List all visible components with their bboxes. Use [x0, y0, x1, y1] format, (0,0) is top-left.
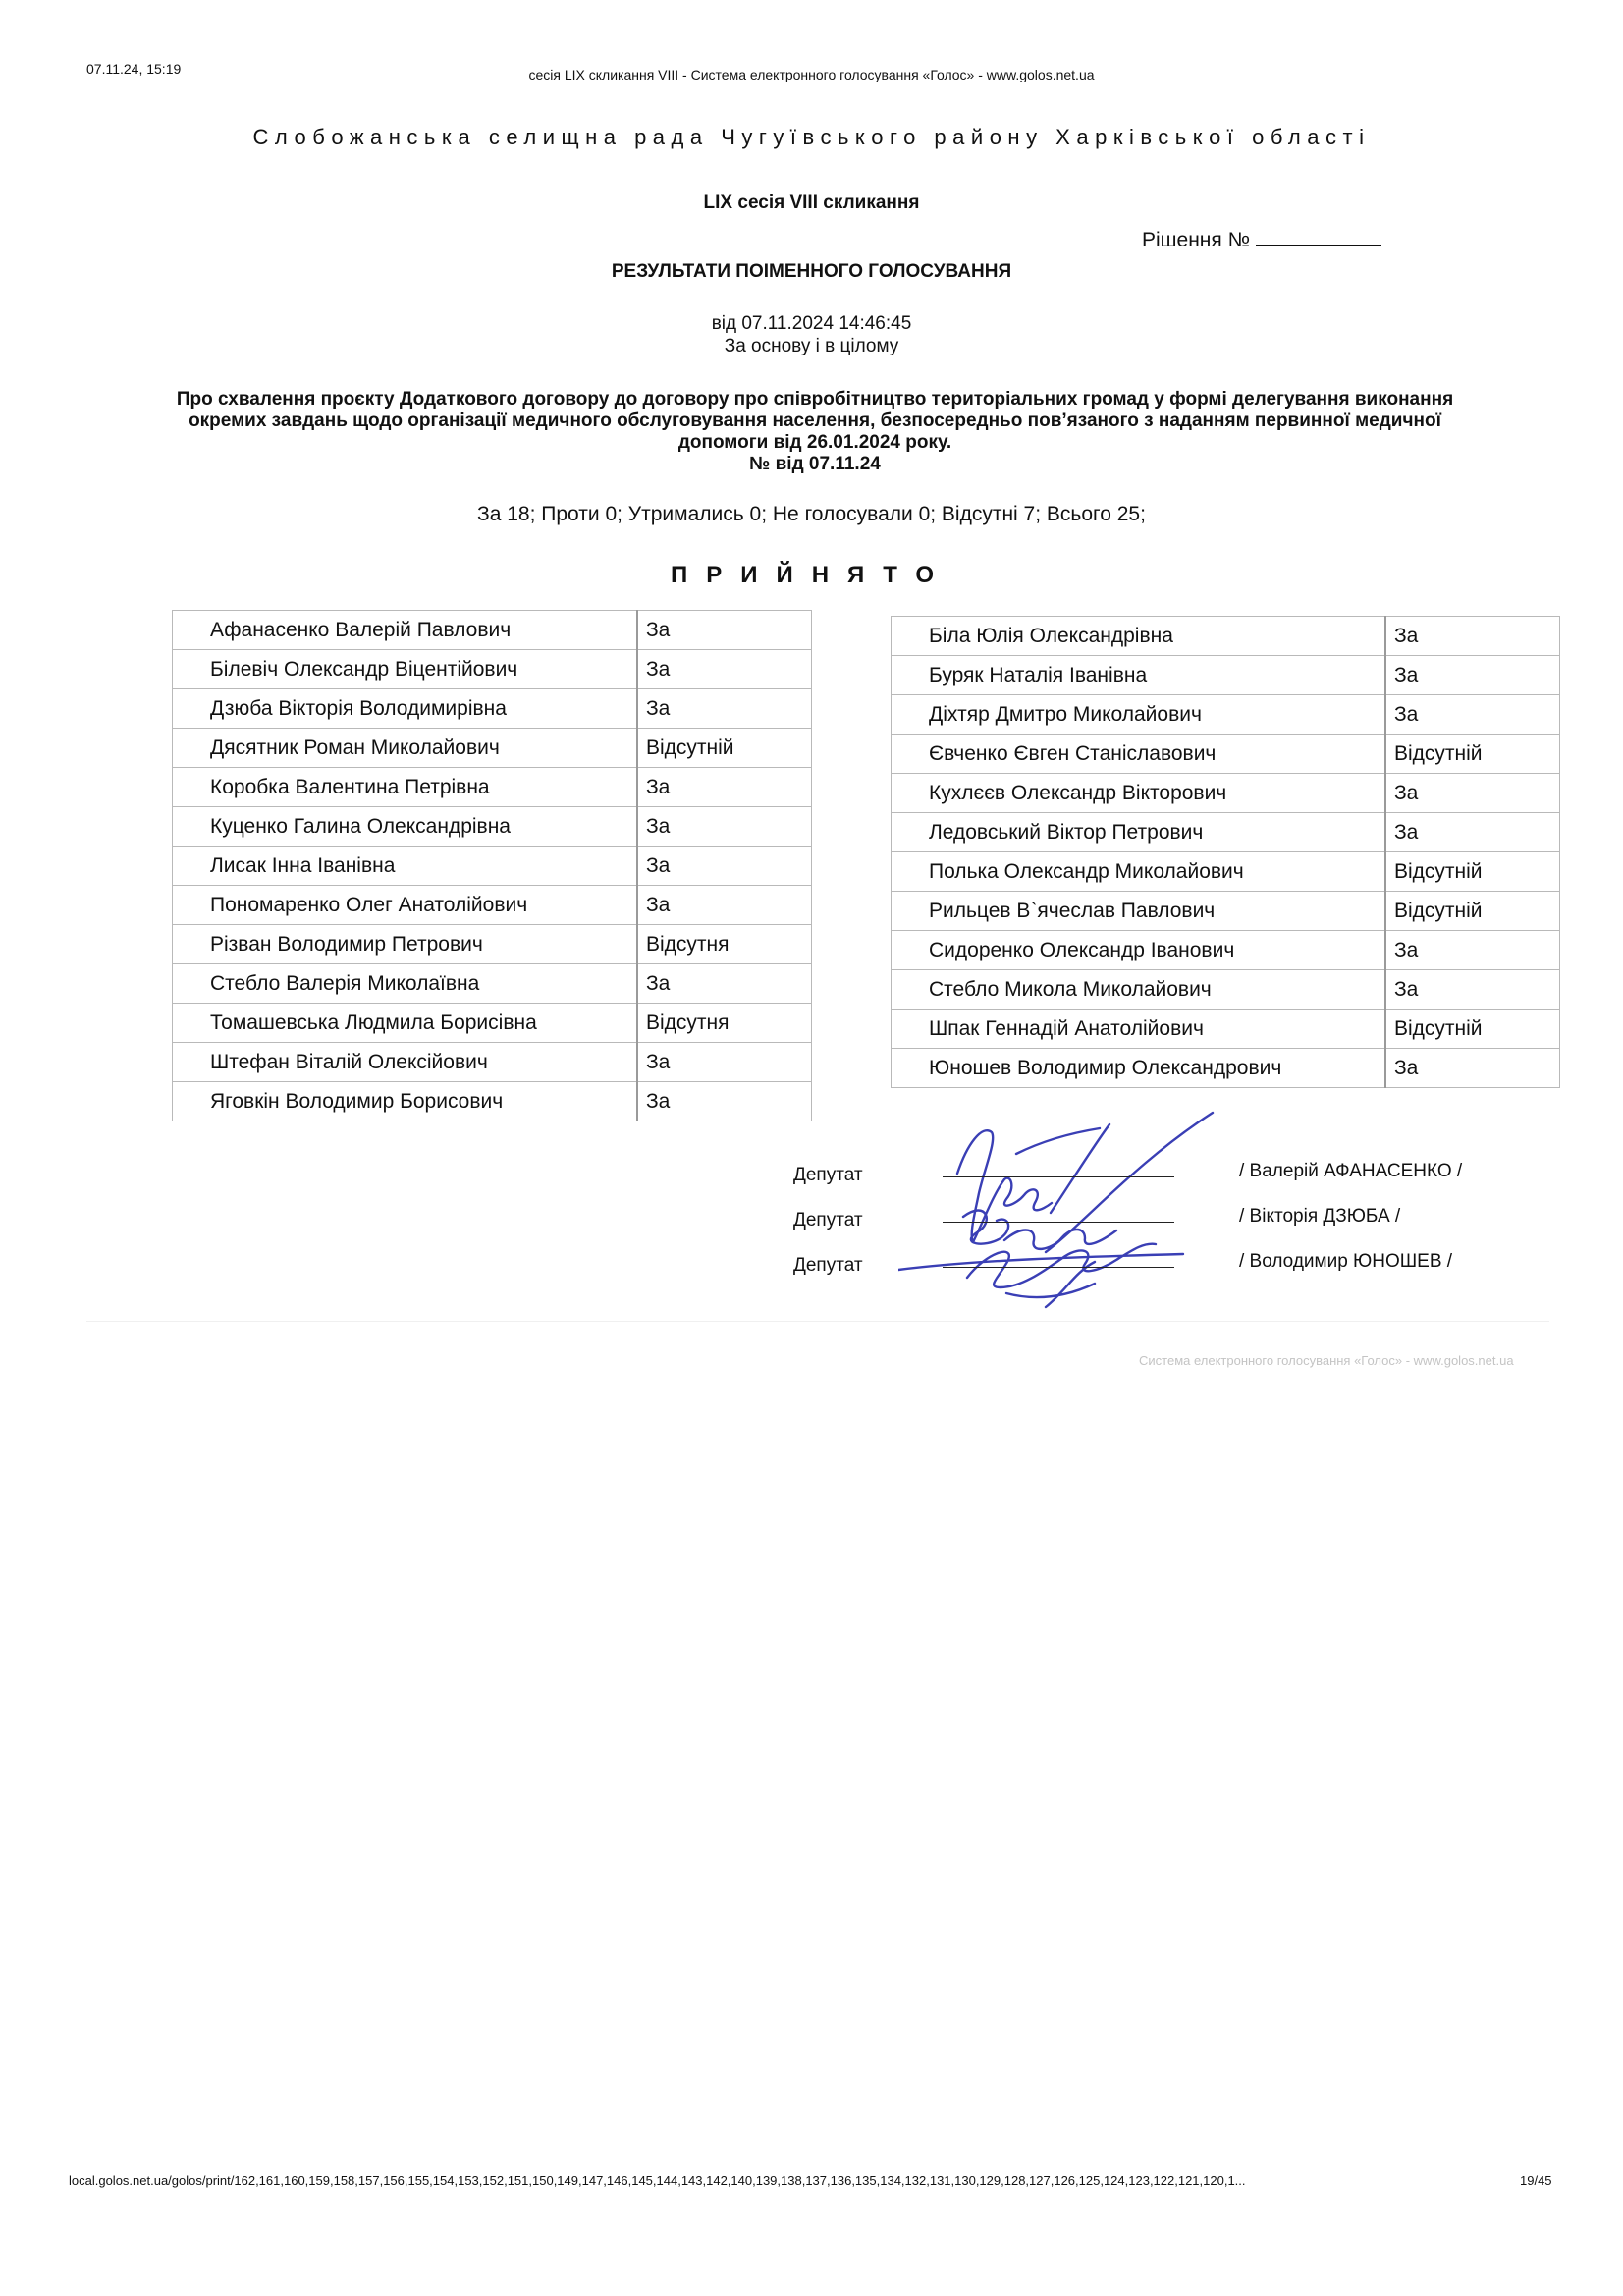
vote-row	[892, 774, 1560, 813]
council-name: Слобожанська селищна рада Чугуївського району Харківської області	[252, 125, 1371, 149]
deputy-name: Біла Юлія Олександрівна	[892, 617, 1386, 656]
deputy-vote: За	[1385, 656, 1560, 695]
decision-number-blank	[1256, 225, 1381, 246]
results-title: РЕЗУЛЬТАТИ ПОІМЕННОГО ГОЛОСУВАННЯ	[611, 261, 1012, 282]
deputy-name: Білевіч Олександр Віцентійович	[173, 650, 638, 689]
vote-row	[173, 768, 812, 807]
deputy-vote: Відсутній	[1385, 735, 1560, 774]
session-title: LIX сесія VIII скликання	[703, 192, 920, 213]
deputy-vote: За	[1385, 695, 1560, 735]
vote-row	[892, 656, 1560, 695]
deputy-name: Афанасенко Валерій Павлович	[173, 611, 638, 650]
votes-table-right	[891, 616, 1560, 1088]
deputy-name: Куценко Галина Олександрівна	[173, 807, 638, 847]
deputy-vote: Відсутній	[1385, 852, 1560, 892]
vote-row	[173, 611, 812, 650]
deputy-vote: За	[637, 807, 812, 847]
deputy-vote: За	[637, 611, 812, 650]
deputy-vote: За	[1385, 617, 1560, 656]
vote-row	[173, 1043, 812, 1082]
vote-row	[892, 695, 1560, 735]
deputy-name: Стебло Валерія Миколаївна	[173, 964, 638, 1004]
deputy-name: Штефан Віталій Олексійович	[173, 1043, 638, 1082]
decision-number	[1142, 225, 1381, 252]
vote-row	[892, 1049, 1560, 1088]
signature-line	[943, 1222, 1174, 1223]
deputy-name: Рильцев В`ячеслав Павлович	[892, 892, 1386, 931]
deputy-vote: Відсутній	[1385, 892, 1560, 931]
deputy-vote: За	[1385, 970, 1560, 1010]
deputy-vote: За	[1385, 813, 1560, 852]
deputy-name: Діхтяр Дмитро Миколайович	[892, 695, 1386, 735]
footer-page-number: 19/45	[1520, 2173, 1552, 2188]
signature-role: Депутат	[793, 1255, 863, 1276]
deputy-vote: Відсутня	[637, 925, 812, 964]
footer-url: local.golos.net.ua/golos/print/162,161,160,159,158,157,156,155,154,153,152,151,150,149,147,146,145,144,143,142,140,139,138,137,136,135,134,132,131,130,129,128,127,126,125,124,123,122,121,120,1...	[69, 2173, 1246, 2188]
deputy-vote: За	[1385, 1049, 1560, 1088]
deputy-vote: За	[637, 847, 812, 886]
deputy-name: Юношев Володимир Олександрович	[892, 1049, 1386, 1088]
vote-row	[892, 892, 1560, 931]
deputy-name: Дзюба Вікторія Володимирівна	[173, 689, 638, 729]
deputy-vote: За	[637, 886, 812, 925]
vote-row	[173, 729, 812, 768]
deputy-vote: Відсутній	[1385, 1010, 1560, 1049]
vote-row	[892, 735, 1560, 774]
signature-line	[943, 1176, 1174, 1177]
vote-row	[173, 807, 812, 847]
deputy-name: Коробка Валентина Петрівна	[173, 768, 638, 807]
deputy-name: Стебло Микола Миколайович	[892, 970, 1386, 1010]
signature-row	[793, 1206, 1500, 1235]
deputy-name: Буряк Наталія Іванівна	[892, 656, 1386, 695]
deputy-vote: За	[1385, 931, 1560, 970]
deputy-vote: За	[637, 1043, 812, 1082]
print-timestamp: 07.11.24, 15:19	[86, 61, 182, 77]
votes-table-left	[172, 610, 812, 1121]
vote-row	[892, 1010, 1560, 1049]
verdict: ПРИЙНЯТО	[670, 562, 953, 588]
signature-role: Депутат	[793, 1210, 863, 1230]
vote-row	[173, 1082, 812, 1121]
subject-block	[157, 389, 1473, 475]
signature-row	[793, 1251, 1500, 1281]
vote-row	[892, 617, 1560, 656]
vote-row	[173, 847, 812, 886]
signature-row	[793, 1161, 1500, 1190]
vote-row	[173, 650, 812, 689]
deputy-name: Ледовський Віктор Петрович	[892, 813, 1386, 852]
vote-row	[892, 852, 1560, 892]
vote-row	[173, 925, 812, 964]
signature-role: Депутат	[793, 1165, 863, 1185]
vote-datetime: від 07.11.2024 14:46:45	[711, 313, 912, 334]
deputy-vote: За	[1385, 774, 1560, 813]
decision-label: Рішення №	[1142, 229, 1251, 251]
deputy-vote: За	[637, 1082, 812, 1121]
deputy-vote: Відсутня	[637, 1004, 812, 1043]
vote-type: За основу і в цілому	[724, 336, 899, 356]
signature-name: / Валерій АФАНАСЕНКО /	[1239, 1161, 1463, 1181]
separator-line	[86, 1321, 1549, 1322]
vote-row	[173, 964, 812, 1004]
deputy-name: Полька Олександр Миколайович	[892, 852, 1386, 892]
deputy-name: Шпак Геннадій Анатолійович	[892, 1010, 1386, 1049]
deputy-name: Лисак Інна Іванівна	[173, 847, 638, 886]
vote-date-block	[0, 312, 1623, 357]
signature-name: / Вікторія ДЗЮБА /	[1239, 1206, 1401, 1227]
vote-row	[892, 813, 1560, 852]
system-watermark: Система електронного голосування «Голос» - www.golos.net.ua	[1139, 1353, 1514, 1368]
deputy-vote: Відсутній	[637, 729, 812, 768]
deputy-vote: За	[637, 768, 812, 807]
signature-name: / Володимир ЮНОШЕВ /	[1239, 1251, 1453, 1272]
vote-row	[173, 689, 812, 729]
deputy-vote: За	[637, 964, 812, 1004]
deputy-name: Сидоренко Олександр Іванович	[892, 931, 1386, 970]
deputy-vote: За	[637, 689, 812, 729]
deputy-vote: За	[637, 650, 812, 689]
deputy-name: Яговкін Володимир Борисович	[173, 1082, 638, 1121]
deputy-name: Томашевська Людмила Борисівна	[173, 1004, 638, 1043]
subject-number: № від 07.11.24	[749, 454, 881, 474]
signature-line	[943, 1267, 1174, 1268]
vote-row	[173, 1004, 812, 1043]
deputy-name: Пономаренко Олег Анатолійович	[173, 886, 638, 925]
print-header-title: сесія LIX скликання VIII - Система електронного голосування «Голос» - www.golos.net.ua	[528, 67, 1095, 82]
vote-row	[892, 970, 1560, 1010]
vote-row	[892, 931, 1560, 970]
deputy-name: Дясятник Роман Миколайович	[173, 729, 638, 768]
vote-summary: За 18; Проти 0; Утримались 0; Не голосували 0; Відсутні 7; Всього 25;	[477, 503, 1146, 525]
vote-row	[173, 886, 812, 925]
deputy-name: Євченко Євген Станіславович	[892, 735, 1386, 774]
deputy-name: Різван Володимир Петрович	[173, 925, 638, 964]
deputy-name: Кухлєєв Олександр Вікторович	[892, 774, 1386, 813]
subject-text: Про схвалення проєкту Додаткового договору до договору про співробітництво територіальних громад у формі делегування виконання окремих завдань щодо організації медичного обслуговування населення, безпосередньо пов’язаного з наданням первинної медичної допомоги від 26.01.2024 року.	[176, 389, 1454, 453]
